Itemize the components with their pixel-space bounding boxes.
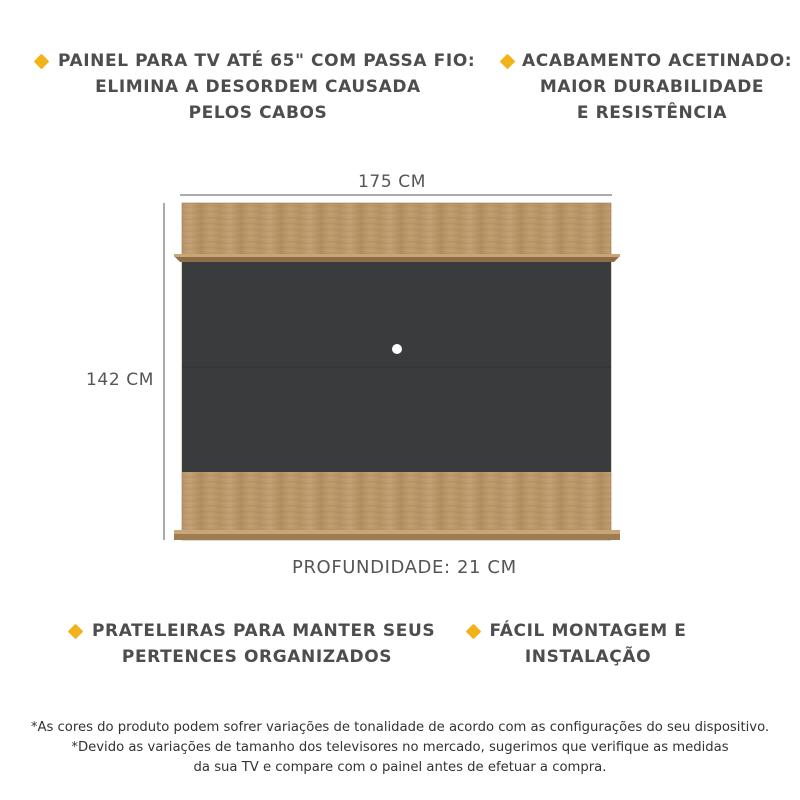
height-label: 142 CM xyxy=(86,370,154,390)
feature-shelves-line-2: PERTENCES ORGANIZADOS xyxy=(121,647,393,667)
top-shelf-edge xyxy=(174,254,620,257)
feature-finish-line-1: ACABAMENTO ACETINADO: xyxy=(522,51,793,71)
feature-tv-panel-line-3: PELOS CABOS xyxy=(188,103,328,123)
bottom-shelf xyxy=(174,534,620,540)
feature-assembly-line-2: INSTALAÇÃO xyxy=(524,647,652,667)
note-line: *As cores do produto podem sofrer variações de tonalidade de acordo com as configurações do seu dispositivo. xyxy=(30,720,770,735)
depth-label: PROFUNDIDADE: 21 CM xyxy=(292,557,517,578)
width-label: 175 CM xyxy=(358,172,426,192)
feature-tv-panel-line-1: PAINEL PARA TV ATÉ 65" COM PASSA FIO: xyxy=(58,51,476,71)
feature-finish-line-2: MAIOR DURABILIDADE xyxy=(539,77,765,97)
feature-tv-panel-line-2: ELIMINA A DESORDEM CAUSADA xyxy=(95,77,421,97)
note-line: da sua TV e compare com o painel antes de efetuar a compra. xyxy=(193,760,607,775)
feature-shelves-line-1: PRATELEIRAS PARA MANTER SEUS xyxy=(92,621,436,641)
cable-hole-icon xyxy=(392,344,402,354)
feature-assembly-line-1: FÁCIL MONTAGEM E xyxy=(489,621,687,641)
disclaimer-notes xyxy=(0,718,800,778)
bottom-shelf-edge xyxy=(174,530,620,534)
note-line: *Devido as variações de tamanho dos televisores no mercado, sugerimos que verifique as medidas xyxy=(71,740,729,755)
feature-finish-line-3: E RESISTÊNCIA xyxy=(576,103,728,123)
